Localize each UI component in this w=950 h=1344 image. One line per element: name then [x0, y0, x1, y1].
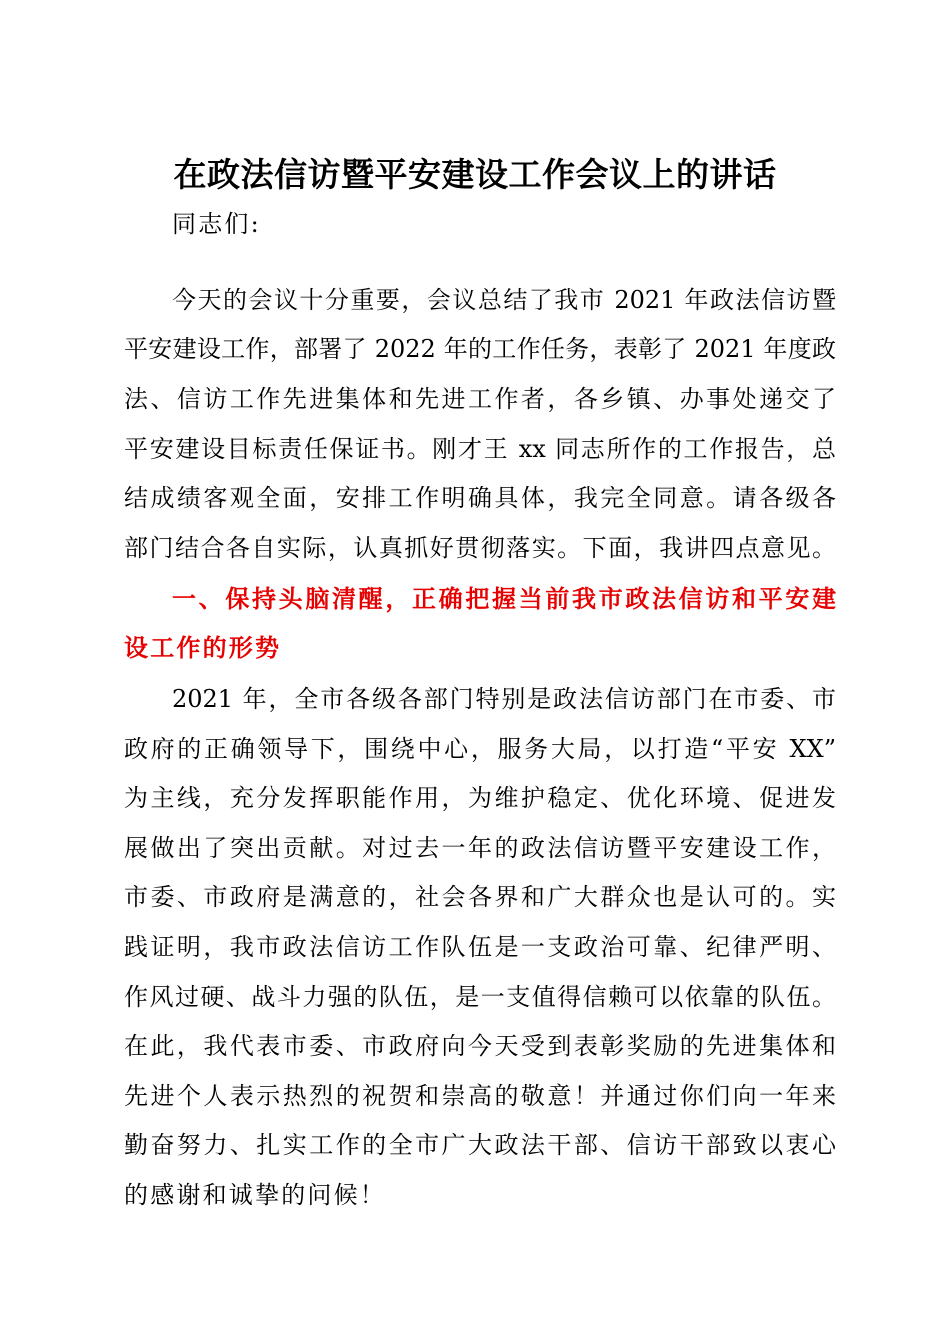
paragraph-line: 政府的正确领导下，围绕中心，服务大局，以打造“平安 XX” — [124, 735, 836, 763]
salutation: 同志们: — [172, 210, 261, 238]
paragraph-line: 市委、市政府是满意的，社会各界和广大群众也是认可的。实 — [124, 883, 836, 911]
paragraph-line: 的感谢和诚挚的问候！ — [124, 1181, 386, 1209]
paragraph-line: 结成绩客观全面，安排工作明确具体，我完全同意。请各级各 — [124, 484, 836, 512]
paragraph-line: 法、信访工作先进集体和先进工作者，各乡镇、办事处递交了 — [124, 385, 836, 413]
paragraph-line: 平安建设目标责任保证书。刚才王 xx 同志所作的工作报告，总 — [124, 435, 836, 463]
paragraph-line: 践证明，我市政法信访工作队伍是一支政治可靠、纪律严明、 — [124, 933, 836, 961]
paragraph-line: 2021 年，全市各级各部门特别是政法信访部门在市委、市 — [172, 685, 836, 713]
section-heading: 设工作的形势 — [124, 634, 282, 662]
paragraph-line: 在此，我代表市委、市政府向今天受到表彰奖励的先进集体和 — [124, 1032, 836, 1060]
paragraph-line: 今天的会议十分重要，会议总结了我市 2021 年政法信访暨 — [172, 286, 836, 314]
paragraph-line: 为主线，充分发挥职能作用，为维护稳定、优化环境、促进发 — [124, 784, 836, 812]
paragraph-line: 部门结合各自实际，认真抓好贯彻落实。下面，我讲四点意见。 — [124, 534, 836, 562]
paragraph-line: 平安建设工作，部署了 2022 年的工作任务，表彰了 2021 年度政 — [124, 335, 836, 363]
paragraph-line: 作风过硬、战斗力强的队伍，是一支值得信赖可以依靠的队伍。 — [124, 983, 836, 1011]
section-heading: 一、保持头脑清醒，正确把握当前我市政法信访和平安建 — [172, 585, 836, 613]
paragraph-line: 勤奋努力、扎实工作的全市广大政法干部、信访干部致以衷心 — [124, 1131, 836, 1159]
paragraph-line: 先进个人表示热烈的祝贺和崇高的敬意！并通过你们向一年来 — [124, 1082, 836, 1110]
document-title: 在政法信访暨平安建设工作会议上的讲话 — [173, 155, 777, 194]
paragraph-line: 展做出了突出贡献。对过去一年的政法信访暨平安建设工作， — [124, 834, 836, 862]
